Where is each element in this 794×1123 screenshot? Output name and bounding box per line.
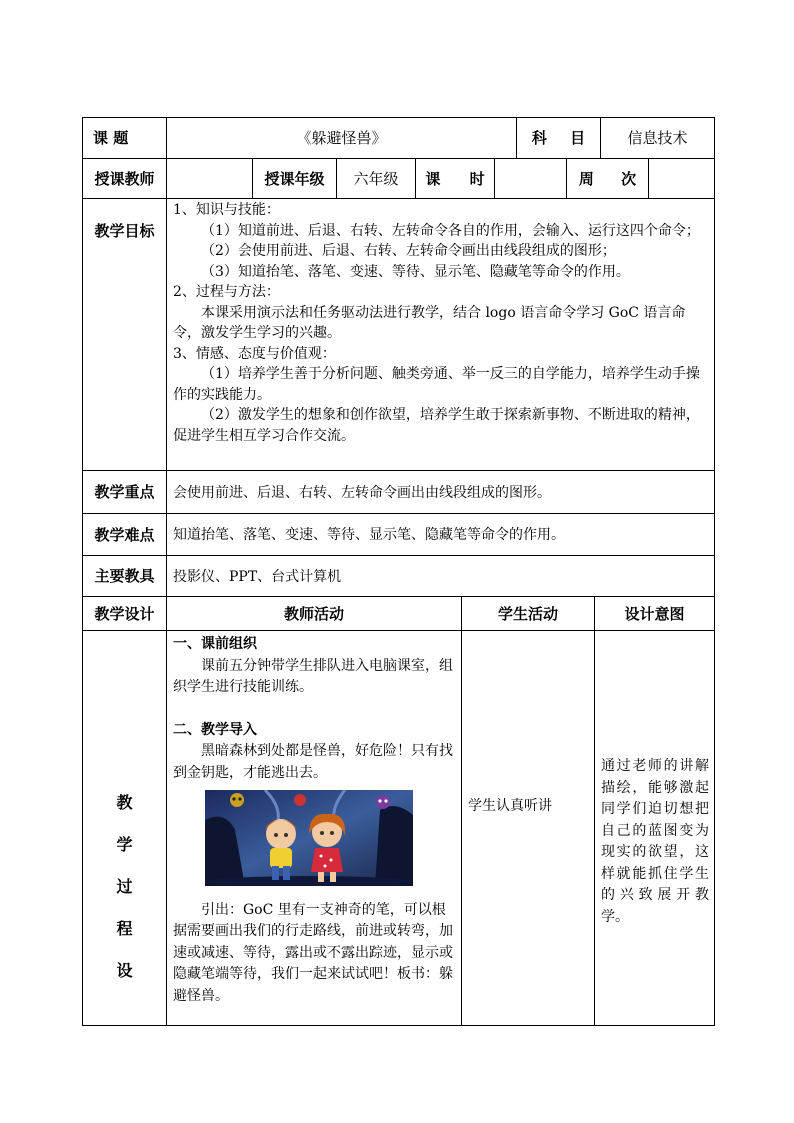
grade-value: 六年级 bbox=[353, 169, 399, 188]
key-points-value-cell bbox=[166, 470, 714, 513]
vertical-char: 学 bbox=[116, 835, 133, 854]
goals-label: 教学目标 bbox=[94, 222, 155, 240]
tools-row bbox=[82, 555, 714, 596]
design-label: 教学设计 bbox=[94, 604, 155, 623]
vertical-char: 程 bbox=[116, 919, 133, 938]
intent-cell bbox=[594, 630, 714, 1025]
teacher-activity-header: 教师活动 bbox=[283, 604, 344, 623]
vertical-char: 过 bbox=[116, 877, 133, 896]
goals-line: 3、情感、态度与价值观： bbox=[173, 345, 336, 362]
design-label-cell bbox=[82, 596, 166, 630]
week-label-cell bbox=[566, 158, 648, 198]
student-activity-text: 学生认真听讲 bbox=[468, 798, 552, 814]
dark-forest-illustration bbox=[205, 790, 413, 886]
goals-line: （2）激发学生的想象和创作欲望，培养学生敢于探索新事物、不断进取的精神，促进学生相互学习合作交流。 bbox=[173, 407, 700, 444]
difficulties-value: 知道抬笔、落笔、变速、等待、显示笔、隐藏笔等命令的作用。 bbox=[173, 527, 565, 543]
goals-content bbox=[166, 198, 714, 470]
subject-label-cell bbox=[516, 117, 600, 158]
section-title: 二、教学导入 bbox=[173, 721, 257, 738]
tools-value-cell bbox=[166, 555, 714, 596]
key-points-label: 教学重点 bbox=[94, 483, 155, 501]
teacher-activity-cell bbox=[166, 630, 461, 1025]
hours-label: 课 时 bbox=[425, 169, 485, 188]
section-text: 黑暗森林到处都是怪兽，好危险！只有找到金钥匙，才能逃出去。 bbox=[173, 743, 453, 781]
hours-value-cell bbox=[494, 158, 566, 198]
teacher-value-cell bbox=[166, 158, 252, 198]
goals-line: （1）知道前进、后退、右转、左转命令各自的作用，会输入、运行这四个命令； bbox=[201, 222, 700, 239]
key-points-label-cell bbox=[82, 470, 166, 513]
topic-label-cell bbox=[82, 117, 166, 158]
intent-text: 通过老师的讲解描绘，能够激起同学们迫切想把自己的蓝图变为现实的欲望，这样就能抓住学生的兴致展开教学。 bbox=[601, 758, 709, 925]
teacher-row bbox=[82, 158, 714, 198]
subject-value-cell bbox=[600, 117, 714, 158]
topic-label: 课 题 bbox=[93, 129, 129, 147]
topic-row bbox=[82, 117, 714, 158]
section-text: 引出：GoC 里有一支神奇的笔，可以根据需要画出我们的行走路线，前进或转弯，加速或减速、等待，露出或不露出踪迹，显示或隐藏笔端等待，我们一起来试试吧！板书：躲避怪兽。 bbox=[173, 901, 453, 1004]
grade-value-cell bbox=[336, 158, 415, 198]
process-vertical-label bbox=[82, 630, 166, 1025]
goals-line: 2、过程与方法： bbox=[173, 284, 280, 300]
tools-label: 主要教具 bbox=[94, 567, 155, 585]
week-value-cell bbox=[648, 158, 714, 198]
spacer bbox=[173, 699, 455, 720]
goals-line: 1、知识与技能： bbox=[173, 202, 280, 218]
topic-value: 《躲避怪兽》 bbox=[296, 129, 387, 147]
table-border-bottom bbox=[82, 1025, 715, 1026]
teacher-label-cell bbox=[82, 158, 166, 198]
teacher-activity-header-cell bbox=[166, 596, 461, 630]
student-activity-header: 学生活动 bbox=[497, 604, 558, 623]
week-label: 周 次 bbox=[578, 169, 637, 188]
subject-value: 信息技术 bbox=[627, 129, 688, 147]
key-points-value: 会使用前进、后退、右转、左转命令画出由线段组成的图形。 bbox=[173, 484, 551, 501]
grade-label-cell bbox=[252, 158, 336, 198]
goals-line: （3）知道抬笔、落笔、变速、等待、显示笔、隐藏笔等命令的作用。 bbox=[201, 263, 630, 280]
difficulties-value-cell bbox=[166, 513, 714, 555]
topic-value-cell bbox=[166, 117, 516, 158]
goals-label-cell bbox=[82, 198, 166, 470]
vertical-char: 设 bbox=[116, 961, 133, 980]
hours-label-cell bbox=[415, 158, 494, 198]
section-text: 课前五分钟带学生排队进入电脑课室，组织学生进行技能训练。 bbox=[173, 657, 453, 695]
tools-label-cell bbox=[82, 555, 166, 596]
tools-value: 投影仪、PPT、台式计算机 bbox=[173, 568, 342, 585]
design-header-row bbox=[82, 596, 714, 630]
grade-label: 授课年级 bbox=[264, 169, 325, 188]
difficulties-label-cell bbox=[82, 513, 166, 555]
student-activity-header-cell bbox=[461, 596, 594, 630]
goals-line: （1）培养学生善于分析问题、触类旁通、举一反三的自学能力，培养学生动手操作的实践能力。 bbox=[173, 366, 700, 403]
student-activity-cell bbox=[461, 630, 594, 1025]
teacher-label: 授课教师 bbox=[94, 169, 155, 188]
goals-row bbox=[82, 198, 714, 470]
difficulties-row bbox=[82, 513, 714, 555]
subject-label: 科 目 bbox=[531, 129, 586, 147]
process-row bbox=[82, 630, 714, 1025]
vertical-char: 教 bbox=[116, 793, 133, 812]
section-title: 一、课前组织 bbox=[173, 636, 257, 652]
goals-line: 本课采用演示法和任务驱动法进行教学，结合 logo 语言命令学习 GoC 语言命令，激发学生学习的兴趣。 bbox=[173, 304, 686, 341]
intent-header: 设计意图 bbox=[624, 604, 685, 623]
intent-header-cell bbox=[594, 596, 714, 630]
difficulties-label: 教学难点 bbox=[94, 525, 155, 544]
key-points-row bbox=[82, 470, 714, 513]
goals-line: （2）会使用前进、后退、右转、左转命令画出由线段组成的图形； bbox=[201, 243, 616, 259]
